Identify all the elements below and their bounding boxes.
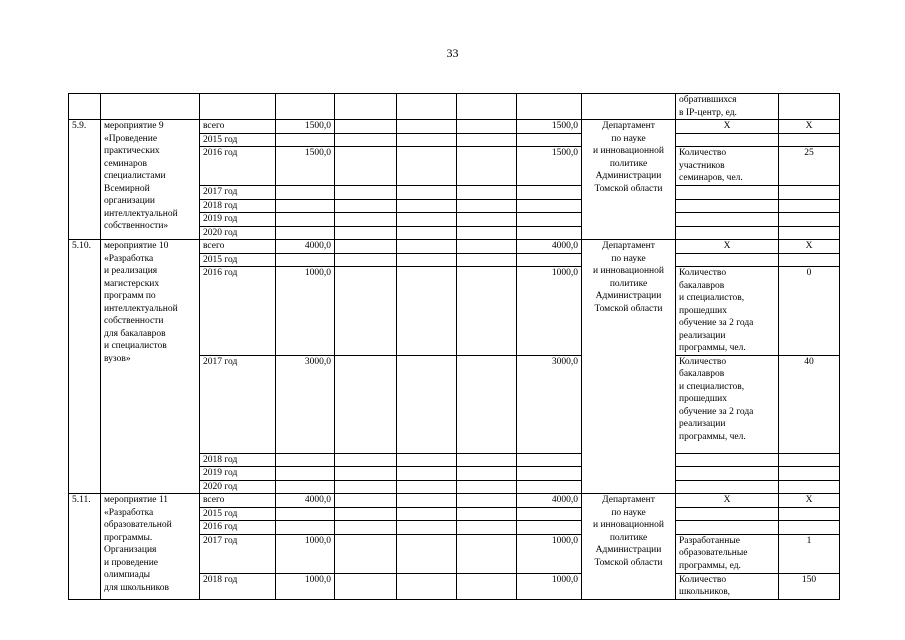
indicator-cell: Количество бакалавров и специалистов, прошедших обучение за 2 года реализации программы, чел. — [676, 267, 779, 356]
total-cell — [276, 213, 335, 227]
source-cell — [517, 186, 582, 200]
period-cell: всего — [200, 240, 276, 254]
source-cell — [517, 453, 582, 467]
period-cell: 2018 год — [200, 453, 276, 467]
period-cell: 2017 год — [200, 186, 276, 200]
value-cell — [779, 507, 840, 521]
indicator-cell: обратившихся в IP-центр, ед. — [676, 94, 779, 120]
indicator-cell: Х — [676, 494, 779, 508]
period-cell: 2016 год — [200, 521, 276, 535]
indicator-cell — [676, 480, 779, 494]
source-cell — [517, 467, 582, 481]
total-cell: 4000,0 — [276, 494, 335, 508]
source-cell: 3000,0 — [517, 355, 582, 453]
value-cell — [779, 453, 840, 467]
total-cell: 4000,0 — [276, 240, 335, 254]
table-row — [69, 494, 840, 508]
source-cell: 4000,0 — [517, 494, 582, 508]
value-cell: 25 — [779, 147, 840, 186]
value-cell — [779, 133, 840, 147]
total-cell — [276, 199, 335, 213]
period-cell: 2019 год — [200, 213, 276, 227]
value-cell — [779, 226, 840, 240]
indicator-cell: Х — [676, 120, 779, 134]
value-cell: 1 — [779, 534, 840, 573]
indicator-cell: Количество бакалавров и специалистов, прошедших обучение за 2 года реализации программы, чел. — [676, 355, 779, 453]
source-cell — [517, 480, 582, 494]
value-cell: Х — [779, 240, 840, 254]
table-row — [69, 120, 840, 134]
page-number: 33 — [446, 46, 459, 60]
period-cell: 2020 год — [200, 480, 276, 494]
indicator-cell — [676, 467, 779, 481]
source-cell: 1500,0 — [517, 147, 582, 186]
total-cell — [276, 521, 335, 535]
indicator-cell — [676, 133, 779, 147]
source-cell — [517, 226, 582, 240]
indicator-cell — [676, 186, 779, 200]
measure-number: 5.11. — [69, 494, 101, 600]
indicator-cell: Х — [676, 240, 779, 254]
value-cell — [779, 253, 840, 267]
period-cell: 2018 год — [200, 199, 276, 213]
source-cell — [517, 253, 582, 267]
measure-name: мероприятие 9 «Проведение практических семинаров специалистами Всемирной организации интеллектуальной собственности» — [101, 120, 200, 240]
period-cell: 2020 год — [200, 226, 276, 240]
total-cell — [276, 186, 335, 200]
period-cell: 2018 год — [200, 573, 276, 599]
source-cell — [517, 133, 582, 147]
source-cell: 1000,0 — [517, 267, 582, 356]
value-cell — [779, 521, 840, 535]
value-cell: Х — [779, 120, 840, 134]
indicator-cell — [676, 213, 779, 227]
period-cell: всего — [200, 120, 276, 134]
measure-name: мероприятие 10 «Разработка и реализация магистерских программ по интеллектуальной собственности для бакалавров и специалистов вузов» — [101, 240, 200, 494]
source-cell: 1000,0 — [517, 534, 582, 573]
period-cell: 2015 год — [200, 507, 276, 521]
total-cell — [276, 507, 335, 521]
indicator-cell: Количество участников семинаров, чел. — [676, 147, 779, 186]
total-cell: 1000,0 — [276, 573, 335, 599]
value-cell — [779, 199, 840, 213]
value-cell — [779, 467, 840, 481]
indicator-cell — [676, 521, 779, 535]
value-cell — [779, 480, 840, 494]
period-cell: 2017 год — [200, 355, 276, 453]
value-cell: Х — [779, 494, 840, 508]
total-cell — [276, 253, 335, 267]
value-cell: 40 — [779, 355, 840, 453]
total-cell: 1500,0 — [276, 120, 335, 134]
source-cell — [517, 521, 582, 535]
total-cell: 3000,0 — [276, 355, 335, 453]
period-cell: 2017 год — [200, 534, 276, 573]
indicator-cell — [676, 199, 779, 213]
source-cell — [517, 213, 582, 227]
measure-name: мероприятие 11 «Разработка образовательной программы. Организация и проведение олимпиады для школьников — [101, 494, 200, 600]
indicator-cell: Разработанные образовательные программы, ед. — [676, 534, 779, 573]
value-cell: 150 — [779, 573, 840, 599]
total-cell — [276, 480, 335, 494]
total-cell — [276, 226, 335, 240]
period-cell: 2019 год — [200, 467, 276, 481]
total-cell — [276, 453, 335, 467]
indicator-cell: Количество школьников, — [676, 573, 779, 599]
total-cell — [276, 133, 335, 147]
period-cell: 2016 год — [200, 267, 276, 356]
department-cell: Департамент по науке и инновационной политике Администрации Томской области — [582, 494, 676, 600]
program-table — [68, 93, 840, 600]
table-row — [69, 240, 840, 254]
total-cell: 1000,0 — [276, 267, 335, 356]
measure-number: 5.9. — [69, 120, 101, 240]
indicator-cell — [676, 507, 779, 521]
total-cell: 1000,0 — [276, 534, 335, 573]
source-cell: 1000,0 — [517, 573, 582, 599]
period-cell: 2015 год — [200, 253, 276, 267]
table-row — [69, 94, 840, 120]
source-cell: 4000,0 — [517, 240, 582, 254]
value-cell: 0 — [779, 267, 840, 356]
total-cell: 1500,0 — [276, 147, 335, 186]
indicator-cell — [676, 253, 779, 267]
period-cell: 2016 год — [200, 147, 276, 186]
department-cell: Департамент по науке и инновационной политике Администрации Томской области — [582, 120, 676, 240]
value-cell — [779, 213, 840, 227]
source-cell — [517, 199, 582, 213]
source-cell: 1500,0 — [517, 120, 582, 134]
department-cell: Департамент по науке и инновационной политике Администрации Томской области — [582, 240, 676, 494]
value-cell — [779, 186, 840, 200]
period-cell: 2015 год — [200, 133, 276, 147]
indicator-cell — [676, 226, 779, 240]
period-cell: всего — [200, 494, 276, 508]
measure-number: 5.10. — [69, 240, 101, 494]
indicator-cell — [676, 453, 779, 467]
total-cell — [276, 467, 335, 481]
source-cell — [517, 507, 582, 521]
